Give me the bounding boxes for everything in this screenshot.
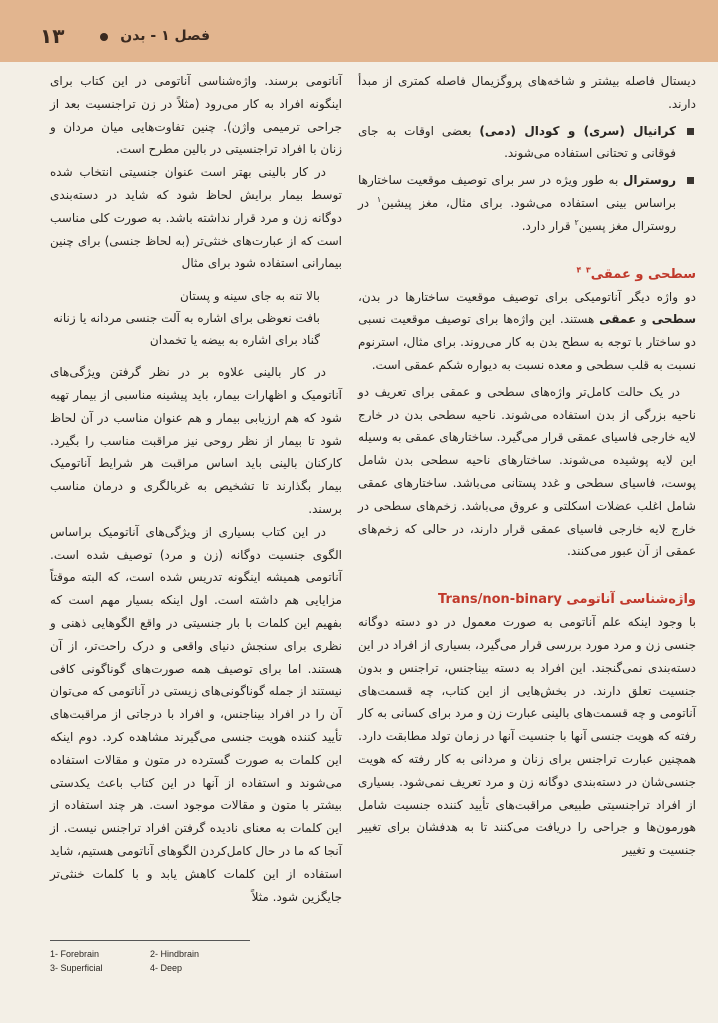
- examples-list: [50, 285, 342, 351]
- section-title-superficial-deep: [358, 264, 696, 286]
- paragraph: در کار بالینی علاوه بر در نظر گرفتن ویژگی‌های آناتومیک و اظهارات بیمار، باید پیشینه مناسبی از بیمار تهیه شود که هم ارزیابی بیمار و هم عنوان مناسب در آن لحاظ شود تا بیمار از نظر روحی نیز مراقبت مناسب را بگیرد. کارکنان بالینی باید اساس مراقبت هر شرایط آناتومیک بیمار بگذارند تا تشخیص به غربالگری و درمان مناسب برسند.: [50, 365, 342, 516]
- right-column: [358, 70, 696, 862]
- bullet-text: در روسترال مغز پسین: [358, 195, 676, 233]
- paragraph: در این کتاب بسیاری از ویژگی‌های آناتومیک براساس الگوی جنسیت دوگانه (زن و مرد) توصیف شده است. آناتومی همیشه اینگونه تدریس شده است، که البته موقتاً مزایایی هم داشته است. اول اینکه بسیار مهم است که بفهیم این کلمات با بار جنسیتی در واقع الگوهایی ذهنی و نظری برای سنجش دنیای واقعی و درک راحت‌تر، از آن هستند. اما برای توصیف همه صورت‌های گوناگونی کافی نیستند از جمله گوناگونی‌های زیستی در آناتومی که می‌توان آن را در افراد بیناجنس، و افراد با درجاتی از مراقبت‌های تأیید کننده هویت جنسی می‌گیرند مشاهده کرد. دوم اینکه این کلمات به صورت گسترده در متون و مقالات استفاده می‌شوند و استفاده از آنها در این کتاب باعث یکدستی بیشتر با متون و مقالات موجود است. هر چند استفاده از این کلمات به معنای نادیده گرفتن افراد تراجنس نیست. از آنجا که ما در حال کامل‌کردن الگوهای آناتومی هستیم، شاید استفاده از این کلمات کاهش یابد و با کلمات خنثی‌تر جایگزین شود. مثلاً: [50, 524, 342, 904]
- text-run: دو واژه دیگر آناتومیکی برای توصیف موقعیت ساختارها در بدن،: [358, 289, 696, 304]
- footnote-ref: ۲: [574, 217, 579, 227]
- chapter-title: فصل ۱ - بدن: [120, 28, 210, 44]
- bullet-cranial: [358, 120, 696, 166]
- bullet-term: روسترال: [622, 173, 676, 188]
- term-deep: عمقی: [599, 312, 637, 327]
- footnote-item: 2- Hindbrain: [150, 949, 200, 959]
- example-item: بافت نعوظی برای اشاره به آلت جنسی مردانه یا زنانه: [53, 311, 320, 326]
- example-item: گناد برای اشاره به بیضه یا تخمدان: [149, 333, 320, 348]
- footnotes: [50, 940, 250, 975]
- section-title-trans: [358, 589, 696, 611]
- paragraph: در کار بالینی بهتر است عنوان جنسیتی انتخاب شده توسط بیمار برایش لحاظ شود که شاید در دسته‌بندی دوگانه زن و مرد قرار نداشته باشد. به صورت کلی مناسب است که از عبارت‌های خنثی‌تر (به لحاظ جنسی) برای چنین بیمارانی استفاده شود برای مثال: [50, 165, 342, 271]
- footnote-item: 3- Superficial: [50, 963, 103, 973]
- bullet-text: قرار دارد.: [521, 218, 575, 233]
- footnote-row: [50, 947, 250, 961]
- footnote-item: 4- Deep: [150, 963, 183, 973]
- text-run: هستند. این واژه‌ها برای توصیف موقعیت نسبی دو ساختار با توجه به سطح بدن به کار می‌روند. برای مثال، استرنوم نسبت به قلب سطحی و معده نسبت به دیواره شکم عمقی است.: [358, 312, 696, 372]
- intro-paragraph: دیستال فاصله بیشتر و شاخه‌های پروگزیمال فاصله کمتری از مبدأ دارند.: [358, 74, 696, 111]
- section-title-fa: واژه‌شناسی آناتومی: [566, 592, 696, 608]
- example-item: بالا تنه به جای سینه و پستان: [179, 289, 320, 304]
- footnote-ref: ۳: [585, 265, 591, 275]
- section-title-en: Trans/non-binary: [438, 592, 562, 608]
- footnote-item: 1- Forebrain: [50, 949, 100, 959]
- paragraph: در یک حالت کامل‌تر واژه‌های سطحی و عمقی برای تعریف دو ناحیه بزرگی از بدن استفاده می‌شوند. ناحیه سطحی بدن در خارج لایه خارجی فاسیای عمقی قرار می‌گیرد. ساختارهای عمقی به وسیله این لایه پوشیده می‌شوند. ساختارهای ناحیه سطحی بدن شامل پوست، فاسیای سطحی و غدد پستانی می‌باشد. ساختارهای عمقی شامل اغلب عضلات اسکلتی و عروق می‌باشد. زخم‌های سطحی در خارج لایه خارجی فاسیای عمقی قرار دارند، در حالی که زخم‌های عمقی از آن عبور می‌کنند.: [358, 384, 696, 559]
- bullet-term: کرانیال (سری) و کودال (دمی): [479, 123, 676, 138]
- section-title-text: سطحی و عمقی: [590, 266, 696, 282]
- bullet-text: به طور ویژه در سر برای توصیف موقعیت ساختارها براساس بینی استفاده می‌شود. برای مثال، مغز پیشین: [358, 173, 676, 210]
- paragraph: [358, 286, 696, 377]
- paragraph: آناتومی برسند. واژه‌شناسی آناتومی در این کتاب برای اینگونه افراد به کار می‌رود (مثلاً در زن تراجنسیت بعد از جراحی ترمیمی واژن). چنین تفاوت‌هایی میان مردان و زنان با افراد تراجنسیتی در بالین مطرح است.: [50, 74, 342, 157]
- bullet-rostral: [358, 169, 696, 237]
- footnote-ref: ۱: [376, 194, 382, 204]
- separator-dot: [100, 33, 108, 41]
- page-number: ۱۳: [40, 24, 65, 48]
- bullet-text: بعضی اوقات به جای فوقانی و تحتانی استفاده می‌شوند.: [358, 123, 676, 161]
- left-column: [50, 70, 342, 908]
- page-header: [0, 0, 718, 62]
- footnote-ref: ۴: [576, 265, 582, 275]
- term-superficial: سطحی: [651, 312, 696, 327]
- footnote-row: [50, 961, 250, 975]
- text-run: و: [636, 312, 652, 327]
- paragraph: با وجود اینکه علم آناتومی به صورت معمول در دو دسته دوگانه جنسی زن و مرد مورد بررسی قرار می‌گیرد، بسیاری از افراد در این دسته‌بندی نمی‌گنجند. این افراد به دسته بیناجنس، تراجنس و بدون جنسیت تعلق دارند. در بخش‌هایی از این کتاب، چه قسمت‌های آناتومی و چه قسمت‌های بالینی عبارت زن و مرد برای کسانی به کار رفته که هویت جنسی آنها با جنسیت آنها در زمان تولد مطابقت دارد. همچنین عبارت تراجنس برای زنان و مردانی به کار رفته که هویت جنسی‌شان در دسته‌بندی دوگانه زن و مرد تعریف نمی‌شود. بسیاری از افراد تراجنسیتی طبیعی مراقبت‌های تأیید کننده جنسیت شامل هورمون‌ها و جراحی را دریافت می‌کنند تا به هدفشان برای تغییر جنسیت و تغییر: [358, 615, 696, 858]
